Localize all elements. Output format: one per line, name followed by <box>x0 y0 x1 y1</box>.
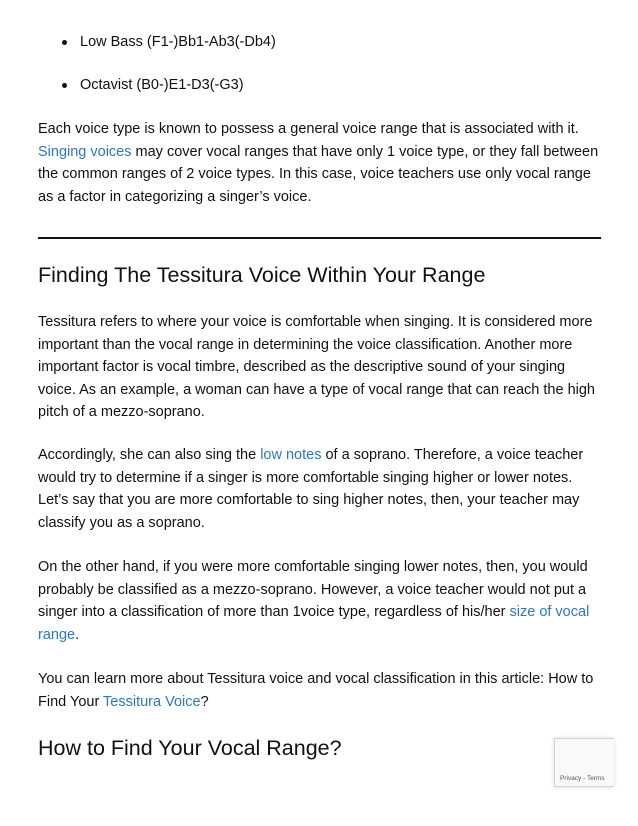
section-divider <box>38 237 601 239</box>
paragraph-text: may cover vocal ranges that have only 1 voice type, or they fall between the common ranges of 2 voice types. In this case, voice teachers use only vocal range as a factor in categorizing a singer’s voice. <box>38 143 599 205</box>
list-item: Low Bass (F1-)Bb1-Ab3(-Db4) <box>62 31 276 53</box>
size-of-vocal-range-link[interactable]: size of vocal range <box>38 604 590 643</box>
low-notes-link[interactable]: low notes <box>260 447 322 463</box>
recaptcha-privacy-terms[interactable]: Privacy - Terms <box>560 775 605 782</box>
recaptcha-badge[interactable] <box>554 738 614 787</box>
paragraph-text: Each voice type is known to possess a general voice range that is associated with it. <box>38 121 579 137</box>
paragraph-text: Accordingly, she can also sing the <box>38 447 261 463</box>
list-item: Octavist (B0-)E1-D3(-G3) <box>62 74 276 96</box>
section-heading-vocal-range: How to Find Your Vocal Range? <box>38 736 342 760</box>
tessitura-voice-link[interactable]: Tessitura Voice <box>103 693 201 710</box>
paragraph-tessitura: Tessitura refers to where your voice is comfortable when singing. It is considered more important than the vocal range in determining the voice classification. Another more important factor is vocal timbre, described as the descriptive sound of your singing voice. As an example, a woman can have a type of vocal range that can reach the high pitch of a mezzo-soprano. <box>38 314 595 420</box>
paragraph-mezzo-soprano <box>38 556 604 646</box>
paragraph-text: ? <box>200 693 209 710</box>
paragraph-text: You can learn more about Tessitura voice and vocal classification in this article: How to Find Your <box>38 671 594 710</box>
section-heading-tessitura: Finding The Tessitura Voice Within Your Range <box>38 263 486 287</box>
singing-voices-link[interactable]: Singing voices <box>38 143 132 160</box>
paragraph-text: On the other hand, if you were more comfortable singing lower notes, then, you would probably be classified as a mezzo-soprano. However, a voice teacher would not put a singer into a classification of more than 1voice type, regardless of his/her <box>38 559 588 620</box>
paragraph-learn-more <box>38 668 604 713</box>
paragraph-text: of a soprano. Therefore, a voice teacher would try to determine if a singer is more comfortable singing higher or lower notes. Let’s say that you are more comfortable to sing higher notes, then, your teacher may classify you as a soprano. <box>38 447 584 531</box>
paragraph-text: . <box>75 626 80 643</box>
paragraph-voice-types <box>38 118 604 208</box>
paragraph-soprano <box>38 444 604 534</box>
voice-type-list <box>62 31 276 117</box>
